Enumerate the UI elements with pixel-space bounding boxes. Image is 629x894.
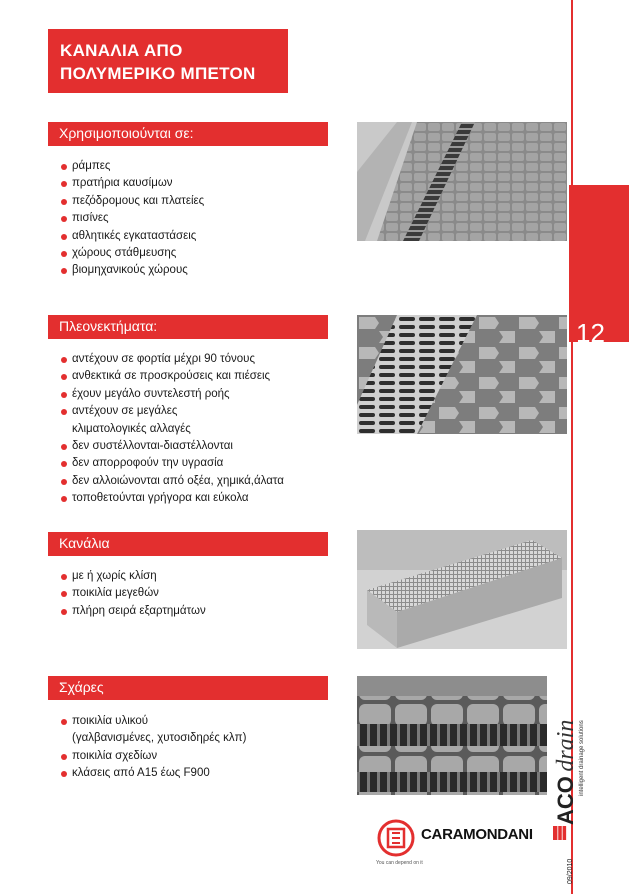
list-item: ράμπες	[60, 158, 204, 175]
list-item: ποικιλία μεγεθών	[60, 585, 206, 602]
aco-tagline: intelligent drainage solutions	[579, 720, 585, 796]
section-heading-advantages	[48, 315, 328, 339]
company-name: CARAMONDANI	[421, 826, 533, 843]
list-item: βιομηχανικούς χώρους	[60, 262, 204, 279]
photo-paver-grate	[357, 315, 567, 434]
section-heading-label: Χρησιμοποιούνται σε:	[59, 125, 194, 141]
list-item: με ή χωρίς κλίση	[60, 568, 206, 585]
page-title	[48, 29, 288, 93]
list-item: πισίνες	[60, 210, 204, 227]
caramondani-logo-icon	[376, 818, 416, 858]
list-item: ανθεκτικά σε προσκρούσεις και πιέσεις	[60, 368, 284, 385]
section-heading-label: Σχάρες	[59, 679, 104, 695]
grates-list	[60, 713, 246, 783]
title-line-1: ΚΑΝΑΛΙΑ ΑΠΟ	[60, 41, 183, 60]
title-line-2: ΠΟΛΥΜΕΡΙΚΟ ΜΠΕΤΟΝ	[60, 64, 256, 83]
uses-list	[60, 158, 204, 280]
list-item: χώρους στάθμευσης	[60, 245, 204, 262]
channels-list	[60, 568, 206, 620]
list-item: τοποθετούνται γρήγορα και εύκολα	[60, 490, 284, 507]
aco-drain-word: drain	[553, 719, 579, 772]
list-item: αντέχουν σε μεγάλες κλιματολογικές αλλαγές	[60, 403, 284, 438]
list-item: ποικιλία σχεδίων	[60, 748, 246, 765]
photo-channel-unit	[357, 530, 567, 649]
list-item: δεν απορροφούν την υγρασία	[60, 455, 284, 472]
list-item: δεν αλλοιώνονται από οξέα, χημικά,άλατα	[60, 473, 284, 490]
photo-grate-cobblestones	[357, 676, 547, 795]
edition-date: 09/2010	[567, 858, 574, 884]
aco-drain-logo	[553, 720, 580, 825]
page-number: 12	[576, 318, 605, 348]
company-tagline: You can depend on it	[376, 860, 423, 866]
list-item: έχουν μεγάλο συντελεστή ροής	[60, 386, 284, 403]
list-item: κλάσεις από Α15 έως F900	[60, 765, 246, 782]
section-heading-uses	[48, 122, 328, 146]
photo-paved-ramp-channel	[357, 122, 567, 241]
advantages-list	[60, 351, 284, 508]
aco-mark: ACO	[553, 776, 578, 825]
aco-bars-icon	[552, 826, 568, 840]
list-item: πεζόδρομους και πλατείες	[60, 193, 204, 210]
list-item: δεν συστέλλονται-διαστέλλονται	[60, 438, 284, 455]
list-item: αντέχουν σε φορτία μέχρι 90 τόνους	[60, 351, 284, 368]
section-heading-label: Κανάλια	[59, 535, 110, 551]
list-item: πλήρη σειρά εξαρτημάτων	[60, 603, 206, 620]
section-heading-grates	[48, 676, 328, 700]
section-heading-label: Πλεονεκτήματα:	[59, 318, 158, 334]
list-item: ποικιλία υλικού (γαλβανισμένες, χυτοσιδηρές κλπ)	[60, 713, 246, 748]
section-heading-channels	[48, 532, 328, 556]
list-item: αθλητικές εγκαταστάσεις	[60, 228, 204, 245]
list-item: πρατήρια καυσίμων	[60, 175, 204, 192]
